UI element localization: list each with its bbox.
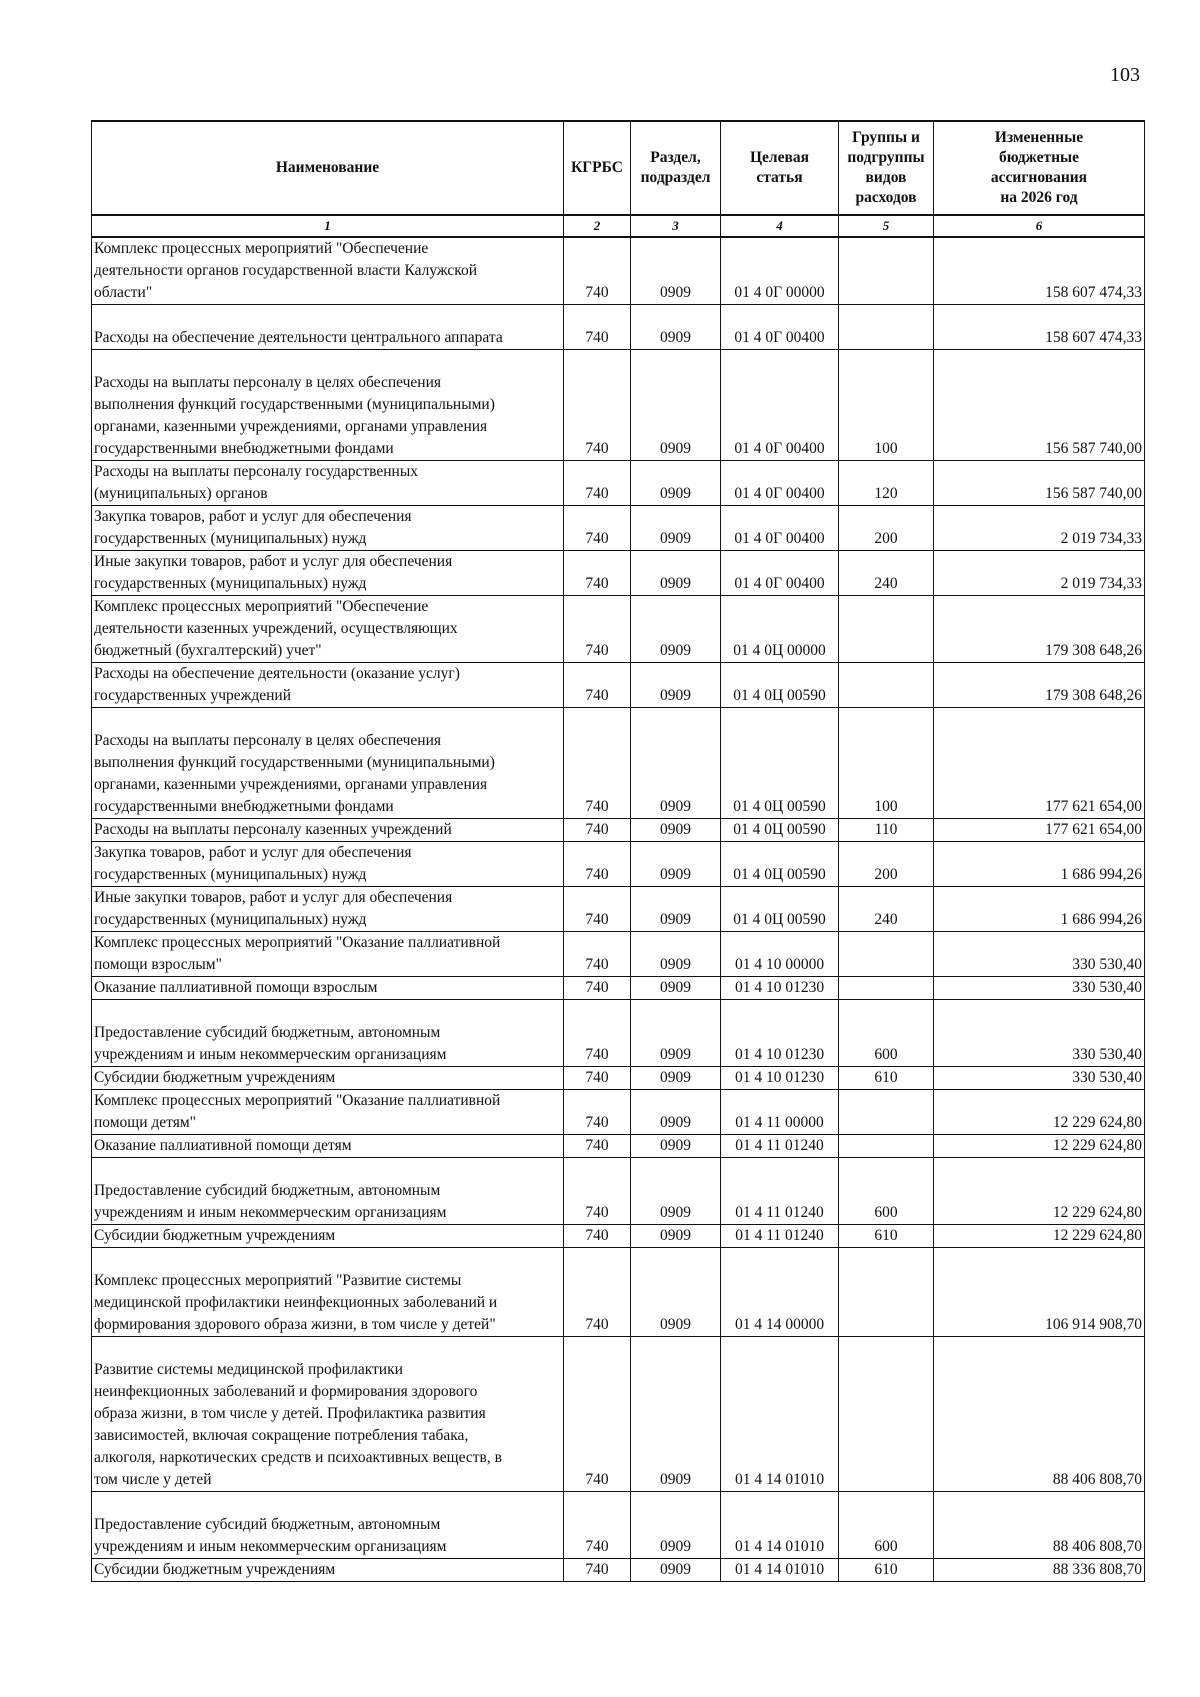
row-section: 0909 bbox=[631, 663, 721, 708]
row-section: 0909 bbox=[631, 1158, 721, 1225]
row-amount: 158 607 474,33 bbox=[934, 305, 1145, 350]
row-target: 01 4 14 01010 bbox=[721, 1492, 839, 1559]
row-kgrbs: 740 bbox=[564, 551, 631, 596]
row-group: 120 bbox=[839, 461, 934, 506]
row-group: 600 bbox=[839, 1000, 934, 1067]
row-target: 01 4 11 01240 bbox=[721, 1135, 839, 1158]
row-target: 01 4 11 00000 bbox=[721, 1090, 839, 1135]
row-amount: 12 229 624,80 bbox=[934, 1090, 1145, 1135]
row-kgrbs: 740 bbox=[564, 461, 631, 506]
table-row bbox=[92, 551, 1145, 596]
row-kgrbs: 740 bbox=[564, 663, 631, 708]
row-target: 01 4 0Ц 00590 bbox=[721, 708, 839, 819]
row-amount: 330 530,40 bbox=[934, 1000, 1145, 1067]
row-target: 01 4 0Г 00000 bbox=[721, 237, 839, 305]
row-section: 0909 bbox=[631, 1225, 721, 1248]
row-section: 0909 bbox=[631, 305, 721, 350]
row-name: Расходы на выплаты персоналу государственных (муниципальных) органов bbox=[92, 461, 564, 506]
row-kgrbs: 740 bbox=[564, 1090, 631, 1135]
row-section: 0909 bbox=[631, 506, 721, 551]
table-row bbox=[92, 842, 1145, 887]
column-number: 1 bbox=[92, 215, 564, 237]
row-group: 610 bbox=[839, 1067, 934, 1090]
table-row bbox=[92, 1492, 1145, 1559]
table-row bbox=[92, 1559, 1145, 1582]
table-row bbox=[92, 596, 1145, 663]
row-kgrbs: 740 bbox=[564, 1158, 631, 1225]
row-target: 01 4 14 01010 bbox=[721, 1559, 839, 1582]
row-amount: 330 530,40 bbox=[934, 932, 1145, 977]
row-kgrbs: 740 bbox=[564, 887, 631, 932]
row-amount: 1 686 994,26 bbox=[934, 887, 1145, 932]
table-row bbox=[92, 1248, 1145, 1337]
header-kgrbs: КГРБС bbox=[564, 121, 631, 215]
row-target: 01 4 0Ц 00590 bbox=[721, 663, 839, 708]
row-kgrbs: 740 bbox=[564, 1225, 631, 1248]
row-target: 01 4 14 01010 bbox=[721, 1337, 839, 1492]
row-section: 0909 bbox=[631, 551, 721, 596]
table-row bbox=[92, 977, 1145, 1000]
table-row bbox=[92, 1158, 1145, 1225]
row-section: 0909 bbox=[631, 1559, 721, 1582]
row-group bbox=[839, 1337, 934, 1492]
row-amount: 330 530,40 bbox=[934, 977, 1145, 1000]
row-group bbox=[839, 1090, 934, 1135]
row-group: 240 bbox=[839, 551, 934, 596]
row-amount: 156 587 740,00 bbox=[934, 461, 1145, 506]
column-number: 5 bbox=[839, 215, 934, 237]
row-target: 01 4 0Г 00400 bbox=[721, 461, 839, 506]
table-row bbox=[92, 819, 1145, 842]
row-amount: 177 621 654,00 bbox=[934, 819, 1145, 842]
row-kgrbs: 740 bbox=[564, 506, 631, 551]
row-group: 610 bbox=[839, 1225, 934, 1248]
row-section: 0909 bbox=[631, 1090, 721, 1135]
row-name: Расходы на выплаты персоналу казенных учреждений bbox=[92, 819, 564, 842]
page-number: 103 bbox=[1110, 64, 1140, 86]
table-row bbox=[92, 663, 1145, 708]
row-name: Комплекс процессных мероприятий "Оказание паллиативной помощи детям" bbox=[92, 1090, 564, 1135]
row-section: 0909 bbox=[631, 1337, 721, 1492]
header-groups: Группы и подгруппы видов расходов bbox=[839, 121, 934, 215]
row-section: 0909 bbox=[631, 977, 721, 1000]
budget-table bbox=[91, 120, 1145, 1582]
row-target: 01 4 0Г 00400 bbox=[721, 350, 839, 461]
row-section: 0909 bbox=[631, 819, 721, 842]
row-target: 01 4 10 01230 bbox=[721, 1000, 839, 1067]
row-section: 0909 bbox=[631, 237, 721, 305]
row-section: 0909 bbox=[631, 932, 721, 977]
row-name: Оказание паллиативной помощи детям bbox=[92, 1135, 564, 1158]
row-name: Иные закупки товаров, работ и услуг для обеспечения государственных (муниципальных) нужд bbox=[92, 887, 564, 932]
row-section: 0909 bbox=[631, 842, 721, 887]
row-amount: 1 686 994,26 bbox=[934, 842, 1145, 887]
table-row bbox=[92, 506, 1145, 551]
row-amount: 179 308 648,26 bbox=[934, 663, 1145, 708]
row-name: Субсидии бюджетным учреждениям bbox=[92, 1067, 564, 1090]
table-body bbox=[92, 237, 1145, 1582]
row-name: Предоставление субсидий бюджетным, автономным учреждениям и иным некоммерческим организациям bbox=[92, 1492, 564, 1559]
row-kgrbs: 740 bbox=[564, 1000, 631, 1067]
row-kgrbs: 740 bbox=[564, 1067, 631, 1090]
row-name: Развитие системы медицинской профилактики неинфекционных заболеваний и формирования здорового образа жизни, в том числе у детей. Профилактика развития зависимостей, включая сокращение потребления табака, алкоголя, наркотических средств и психоактивных веществ, в том числе у детей bbox=[92, 1337, 564, 1492]
header-name: Наименование bbox=[92, 121, 564, 215]
row-name: Предоставление субсидий бюджетным, автономным учреждениям и иным некоммерческим организациям bbox=[92, 1000, 564, 1067]
column-number: 6 bbox=[934, 215, 1145, 237]
row-group: 610 bbox=[839, 1559, 934, 1582]
row-group bbox=[839, 663, 934, 708]
row-section: 0909 bbox=[631, 1067, 721, 1090]
row-kgrbs: 740 bbox=[564, 1248, 631, 1337]
row-name: Комплекс процессных мероприятий "Обеспечение деятельности казенных учреждений, осуществляющих бюджетный (бухгалтерский) учет" bbox=[92, 596, 564, 663]
row-kgrbs: 740 bbox=[564, 596, 631, 663]
column-number: 3 bbox=[631, 215, 721, 237]
row-kgrbs: 740 bbox=[564, 1135, 631, 1158]
row-group bbox=[839, 932, 934, 977]
row-section: 0909 bbox=[631, 350, 721, 461]
row-kgrbs: 740 bbox=[564, 305, 631, 350]
header-target: Целевая статья bbox=[721, 121, 839, 215]
row-target: 01 4 0Ц 00590 bbox=[721, 819, 839, 842]
row-section: 0909 bbox=[631, 461, 721, 506]
row-group bbox=[839, 596, 934, 663]
table-row bbox=[92, 461, 1145, 506]
row-section: 0909 bbox=[631, 708, 721, 819]
row-name: Предоставление субсидий бюджетным, автономным учреждениям и иным некоммерческим организациям bbox=[92, 1158, 564, 1225]
row-group: 200 bbox=[839, 506, 934, 551]
row-target: 01 4 0Г 00400 bbox=[721, 506, 839, 551]
row-group bbox=[839, 977, 934, 1000]
row-name: Расходы на обеспечение деятельности центрального аппарата bbox=[92, 305, 564, 350]
row-amount: 177 621 654,00 bbox=[934, 708, 1145, 819]
row-kgrbs: 740 bbox=[564, 237, 631, 305]
row-group bbox=[839, 305, 934, 350]
row-name: Закупка товаров, работ и услуг для обеспечения государственных (муниципальных) нужд bbox=[92, 506, 564, 551]
row-amount: 179 308 648,26 bbox=[934, 596, 1145, 663]
row-section: 0909 bbox=[631, 596, 721, 663]
row-target: 01 4 14 00000 bbox=[721, 1248, 839, 1337]
row-group: 200 bbox=[839, 842, 934, 887]
table-row bbox=[92, 350, 1145, 461]
row-name: Иные закупки товаров, работ и услуг для обеспечения государственных (муниципальных) нужд bbox=[92, 551, 564, 596]
row-amount: 106 914 908,70 bbox=[934, 1248, 1145, 1337]
row-target: 01 4 11 01240 bbox=[721, 1225, 839, 1248]
row-name: Расходы на обеспечение деятельности (оказание услуг) государственных учреждений bbox=[92, 663, 564, 708]
row-section: 0909 bbox=[631, 1248, 721, 1337]
row-kgrbs: 740 bbox=[564, 708, 631, 819]
row-amount: 88 406 808,70 bbox=[934, 1492, 1145, 1559]
row-amount: 2 019 734,33 bbox=[934, 551, 1145, 596]
row-group: 600 bbox=[839, 1158, 934, 1225]
row-group bbox=[839, 237, 934, 305]
row-amount: 12 229 624,80 bbox=[934, 1135, 1145, 1158]
row-target: 01 4 11 01240 bbox=[721, 1158, 839, 1225]
row-name: Субсидии бюджетным учреждениям bbox=[92, 1225, 564, 1248]
table-row bbox=[92, 1225, 1145, 1248]
column-number: 2 bbox=[564, 215, 631, 237]
row-section: 0909 bbox=[631, 1492, 721, 1559]
row-name: Закупка товаров, работ и услуг для обеспечения государственных (муниципальных) нужд bbox=[92, 842, 564, 887]
row-kgrbs: 740 bbox=[564, 350, 631, 461]
row-target: 01 4 0Ц 00590 bbox=[721, 842, 839, 887]
row-target: 01 4 0Г 00400 bbox=[721, 551, 839, 596]
row-amount: 156 587 740,00 bbox=[934, 350, 1145, 461]
row-kgrbs: 740 bbox=[564, 819, 631, 842]
row-section: 0909 bbox=[631, 1000, 721, 1067]
row-kgrbs: 740 bbox=[564, 1492, 631, 1559]
row-name: Комплекс процессных мероприятий "Развитие системы медицинской профилактики неинфекционных заболеваний и формирования здорового образа жизни, в том числе у детей" bbox=[92, 1248, 564, 1337]
row-amount: 158 607 474,33 bbox=[934, 237, 1145, 305]
table-row bbox=[92, 708, 1145, 819]
row-section: 0909 bbox=[631, 1135, 721, 1158]
table-row bbox=[92, 237, 1145, 305]
table-row bbox=[92, 1000, 1145, 1067]
table-row bbox=[92, 1337, 1145, 1492]
row-kgrbs: 740 bbox=[564, 932, 631, 977]
row-kgrbs: 740 bbox=[564, 977, 631, 1000]
table-row bbox=[92, 305, 1145, 350]
row-group: 110 bbox=[839, 819, 934, 842]
row-kgrbs: 740 bbox=[564, 842, 631, 887]
row-name: Субсидии бюджетным учреждениям bbox=[92, 1559, 564, 1582]
table-row bbox=[92, 887, 1145, 932]
row-name: Оказание паллиативной помощи взрослым bbox=[92, 977, 564, 1000]
row-amount: 88 406 808,70 bbox=[934, 1337, 1145, 1492]
row-name: Комплекс процессных мероприятий "Обеспечение деятельности органов государственной власти Калужской области" bbox=[92, 237, 564, 305]
table-row bbox=[92, 932, 1145, 977]
row-amount: 88 336 808,70 bbox=[934, 1559, 1145, 1582]
row-kgrbs: 740 bbox=[564, 1337, 631, 1492]
row-group: 100 bbox=[839, 350, 934, 461]
row-kgrbs: 740 bbox=[564, 1559, 631, 1582]
row-name: Расходы на выплаты персоналу в целях обеспечения выполнения функций государственными (муниципальными) органами, казенными учреждениями, органами управления государственными внебюджетными фондами bbox=[92, 350, 564, 461]
row-group bbox=[839, 1135, 934, 1158]
row-group bbox=[839, 1248, 934, 1337]
header-section: Раздел, подраздел bbox=[631, 121, 721, 215]
header-amount: Измененные бюджетные ассигнования на 2026 год bbox=[934, 121, 1145, 215]
row-name: Расходы на выплаты персоналу в целях обеспечения выполнения функций государственными (муниципальными) органами, казенными учреждениями, органами управления государственными внебюджетными фондами bbox=[92, 708, 564, 819]
row-target: 01 4 0Ц 00000 bbox=[721, 596, 839, 663]
table-row bbox=[92, 1067, 1145, 1090]
row-group: 100 bbox=[839, 708, 934, 819]
row-group: 600 bbox=[839, 1492, 934, 1559]
row-amount: 12 229 624,80 bbox=[934, 1225, 1145, 1248]
row-amount: 2 019 734,33 bbox=[934, 506, 1145, 551]
row-section: 0909 bbox=[631, 887, 721, 932]
row-target: 01 4 10 00000 bbox=[721, 932, 839, 977]
column-number: 4 bbox=[721, 215, 839, 237]
row-target: 01 4 0Г 00400 bbox=[721, 305, 839, 350]
row-name: Комплекс процессных мероприятий "Оказание паллиативной помощи взрослым" bbox=[92, 932, 564, 977]
row-target: 01 4 0Ц 00590 bbox=[721, 887, 839, 932]
table-row bbox=[92, 1090, 1145, 1135]
table-header-row bbox=[92, 121, 1145, 215]
table-row bbox=[92, 1135, 1145, 1158]
row-target: 01 4 10 01230 bbox=[721, 1067, 839, 1090]
row-group: 240 bbox=[839, 887, 934, 932]
row-amount: 330 530,40 bbox=[934, 1067, 1145, 1090]
row-target: 01 4 10 01230 bbox=[721, 977, 839, 1000]
column-numbering-row bbox=[92, 215, 1145, 237]
row-amount: 12 229 624,80 bbox=[934, 1158, 1145, 1225]
